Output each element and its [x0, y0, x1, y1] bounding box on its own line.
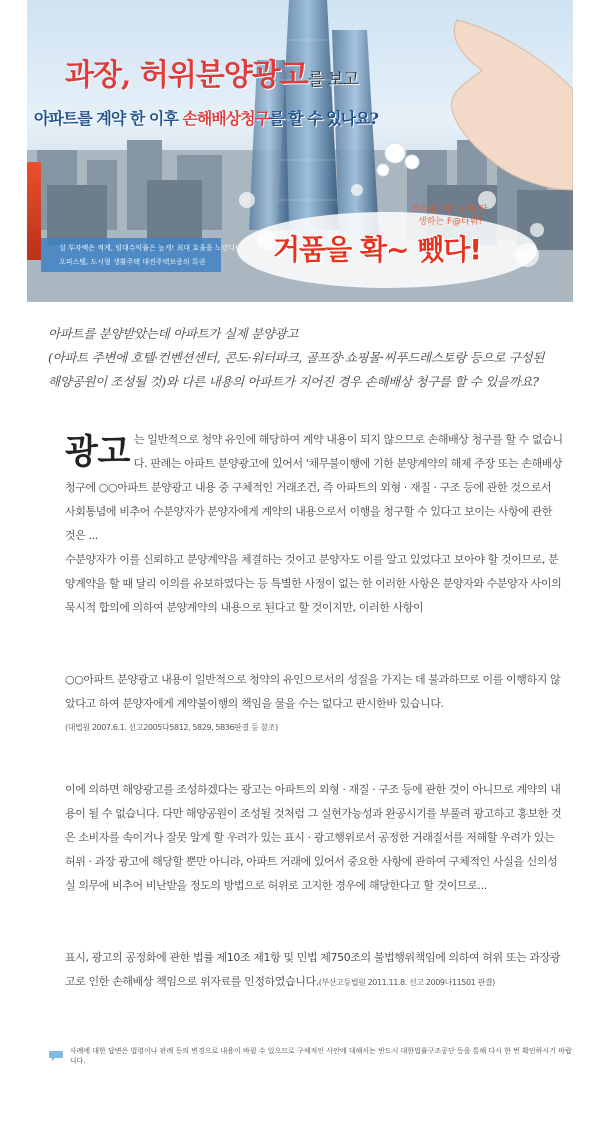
hero-title-main: 과장, 허위분양광고 — [65, 58, 308, 93]
hero-banner — [27, 0, 573, 302]
question-intro — [48, 322, 568, 394]
reference-2: (부산고등법원 2011.11.8. 선고 2009나11501 판결) — [318, 978, 495, 987]
speech-bubble-icon — [48, 1050, 64, 1062]
hero-caption-2: 오피스텔, 도시형 생활주택 대전주택보증의 특권 — [59, 258, 206, 266]
hero-caption-1: 실 투자액은 적게, 임대수익률은 높게! 최대 효율을 노린다! — [59, 244, 238, 252]
answer-block-4 — [65, 946, 563, 995]
hero-title-suffix: 를 보고 — [307, 70, 359, 90]
answer-block-1 — [65, 428, 563, 620]
intro-line-3: 해양공원이 조성될 것)와 다른 내용의 아파트가 지어진 경우 손해배상 청구를 할 수 있을까요? — [48, 374, 539, 389]
intro-line-1: 아파트를 분양받았는데 아파트가 실제 분양광고 — [48, 326, 299, 341]
hero-title — [65, 50, 358, 94]
hero-subtitle-pre: 아파트를 계약 한 이후 — [34, 109, 183, 128]
answer-block-3 — [65, 778, 563, 898]
paragraph-2: 수분양자가 이를 신뢰하고 분양계약을 체결하는 것이고 분양자도 이를 알고 있었다고 보아야 할 것이므로, 분양계약을 할 때 달리 이의를 유보하였다는 등 특별한 사정이 없는 한 이러한 사항은 분양자와 수분양자 사이의 묵시적 합의에 의하여 분양계약의 내용으로 된다고 할 것이지만, 이러한 사항이 — [65, 553, 562, 614]
footer-note — [48, 1046, 578, 1066]
hero-subtitle — [34, 106, 378, 129]
paragraph-5 — [65, 946, 563, 995]
paragraph-3: ○○아파트 분양광고 내용이 일반적으로 청약의 유인으로서의 성질을 가지는 데 불과하므로 이를 이행하지 않았다고 하여 분양자에게 계약불이행의 책임을 물을 수는 없다고 판시한바 있습니다. — [65, 673, 561, 710]
paragraph-5-text: 표시, 광고의 공정화에 관한 법률 제10조 제1항 및 민법 제750조의 불법행위책임에 의하여 허위 또는 과장광고로 인한 손해배상 책임으로 위자료를 인정하였습니다. — [65, 951, 561, 988]
hero-subtitle-highlight: 손해배상청구 — [182, 109, 270, 128]
bubble-tagline: 트리플 역세권에 탄생하는 F@타워! — [412, 205, 488, 227]
footer-note-text: 사례에 대한 답변은 법령이나 판례 등의 변경으로 내용이 바뀔 수 있으므로 구체적인 사안에 대해서는 반드시 대한법률구조공단 등을 통해 다시 한 번 확인하시기 바랍니다. — [69, 1047, 572, 1065]
hero-subtitle-post: 를 할 수 있나요? — [269, 109, 378, 128]
dropcap: 광고 — [65, 432, 130, 472]
intro-line-2: (아파트 주변에 호텔·컨벤션센터, 콘도·워터파크, 골프장·쇼핑몰·씨푸드레스토랑 등으로 구성된 — [48, 350, 545, 365]
reference-1: (대법원 2007.6.1. 선고2005다5812, 5829, 5836판결 등 참조) — [65, 723, 278, 732]
answer-block-2 — [65, 668, 563, 740]
paragraph-1: 는 일반적으로 청약 유인에 해당하여 계약 내용이 되지 않으므로 손해배상 청구를 할 수 없습니다. 판례는 아파트 분양광고에 있어서 '채무불이행에 기한 분양계약의 해제 주장 또는 손해배상 청구에 ○○아파트 분양광고 내용 중 구체적인 거래조건, 즉 아파트의 외형 · 재질 · 구조 등에 관한 것으로서 사회통념에 비추어 수분양자가 분양자에게 계약의 내용으로서 이행을 청구할 수 있다고 보이는 사항에 관한 것은 ... — [65, 433, 563, 542]
bubble-headline: 거품을 확~ 뺐다! — [273, 233, 482, 266]
paragraph-4: 이에 의하면 해양광고를 조성하겠다는 광고는 아파트의 외형 · 재질 · 구조 등에 관한 것이 아니므로 계약의 내용이 될 수 없습니다. 다만 해양공원이 조성될 것처럼 그 실현가능성과 완공시기를 부풀려 광고하고 홍보한 것은 소비자를 속이거나 잘못 알게 할 우려가 있는 표시 · 광고행위로서 공정한 거래질서를 저해할 우려가 있는 허위 · 과장 광고에 해당할 뿐만 아니라, 아파트 거래에 있어서 중요한 사항에 관하여 구체적인 사실을 신의성실 의무에 비추어 비난받을 정도의 방법으로 허위로 고지한 경우에 해당한다고 할 것이므로... — [65, 783, 562, 892]
